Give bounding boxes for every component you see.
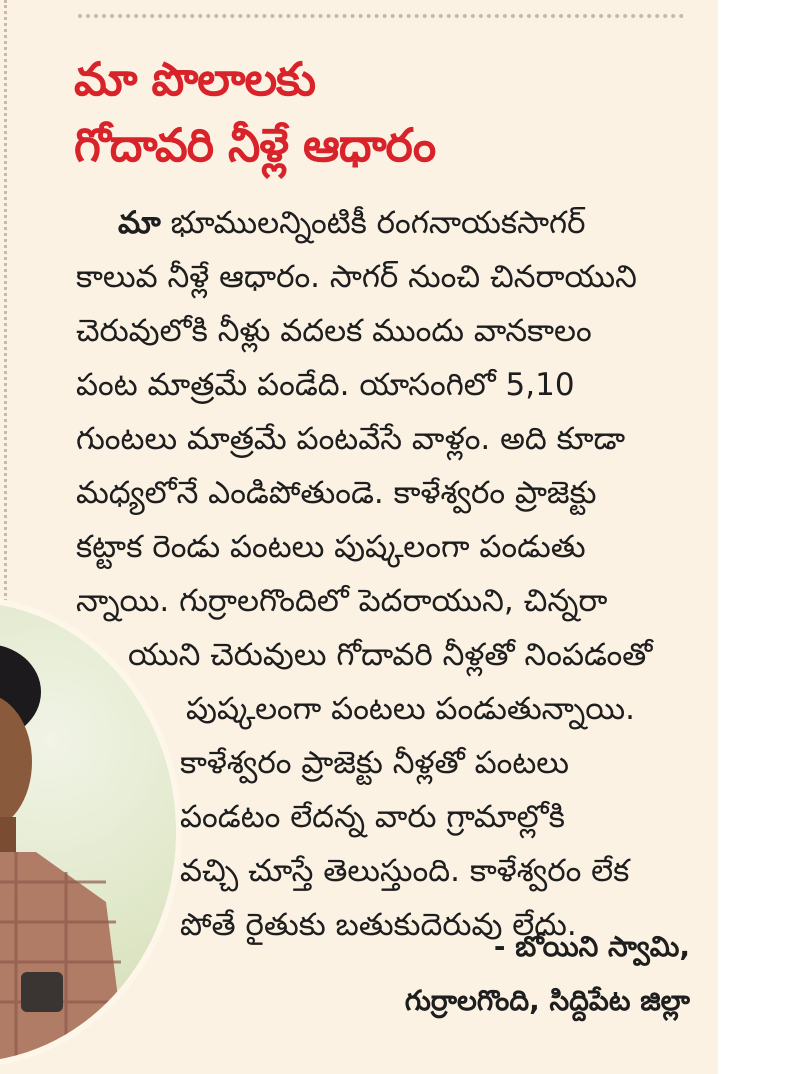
top-dotted-rule bbox=[78, 14, 684, 18]
headline-line-1: మా పొలాలకు bbox=[74, 52, 315, 106]
body-line: పోతే రైతుకు బతుకుదెరువు లేదు. bbox=[180, 907, 577, 943]
lead-word: మా bbox=[118, 205, 161, 241]
body-line: పంట మాత్రమే పండేది. యాసంగిలో 5,10 bbox=[76, 367, 575, 403]
byline-name: - బోయిని స్వామి, bbox=[493, 930, 690, 963]
body-line: మధ్యలోనే ఎండిపోతుండె. కాళేశ్వరం ప్రాజెక్టు bbox=[76, 475, 597, 511]
headline bbox=[74, 46, 435, 178]
body-line: కాలువ నీళ్లే ఆధారం. సాగర్ నుంచి చినరాయుని bbox=[76, 259, 637, 295]
body-line: చెరువులోకి నీళ్లు వదలక ముందు వానకాలం bbox=[76, 313, 592, 349]
body-line: యుని చెరువులు గోదావరి నీళ్లతో నింపడంతో bbox=[128, 637, 653, 673]
body-line: గుంటలు మాత్రమే పంటవేసే వాళ్లం. అది కూడా bbox=[76, 421, 626, 457]
body-line: పండటం లేదన్న వారు గ్రామాల్లోకి bbox=[180, 799, 565, 835]
body-line: పుష్కలంగా పంటలు పండుతున్నాయి. bbox=[186, 691, 635, 727]
body-line: కాళేశ్వరం ప్రాజెక్టు నీళ్లతో పంటలు bbox=[180, 745, 569, 781]
body-line-1-rest: భూములన్నింటికీ రంగనాయకసాగర్ bbox=[160, 205, 586, 241]
headline-line-2: గోదావరి నీళ్లే ఆధారం bbox=[74, 118, 436, 172]
body-line bbox=[0, 196, 718, 250]
article-body bbox=[0, 196, 718, 952]
body-line: కట్టాక రెండు పంటలు పుష్కలంగా పండుతు bbox=[76, 529, 586, 565]
body-line: న్నాయి. గుర్రాలగొందిలో పెదరాయుని, చిన్నరా bbox=[76, 583, 608, 619]
byline-place: గుర్రాలగొంది, సిద్దిపేట జిల్లా bbox=[404, 984, 690, 1017]
body-line: వచ్చి చూస్తే తెలుస్తుంది. కాళేశ్వరం లేక bbox=[180, 853, 630, 889]
byline bbox=[405, 920, 690, 1028]
